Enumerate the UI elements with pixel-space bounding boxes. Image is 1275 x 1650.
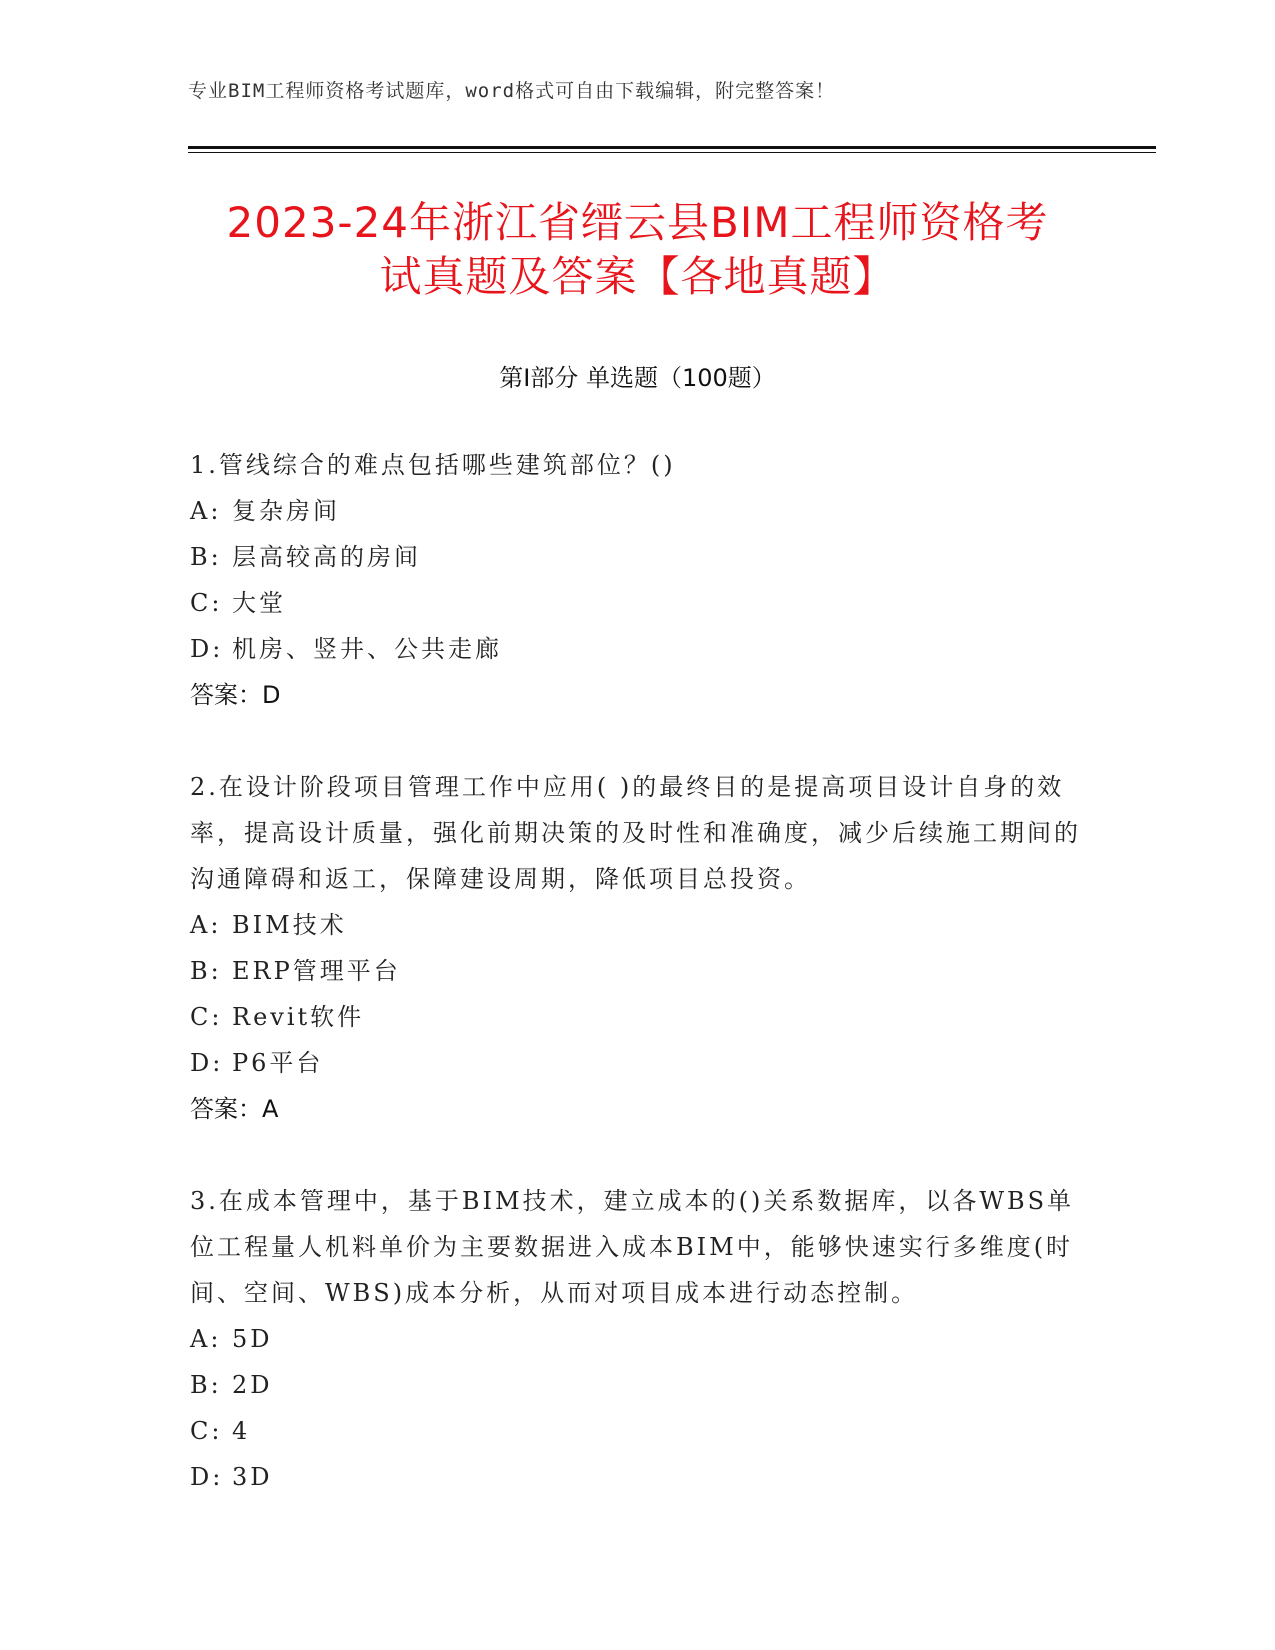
option-d xyxy=(190,1454,1090,1500)
document-title-line-1: 2023-24年浙江省缙云县BIM工程师资格考 xyxy=(226,198,1049,247)
option-a xyxy=(190,1316,1090,1362)
document-title xyxy=(150,196,1125,304)
question-3 xyxy=(190,1178,1090,1500)
option-a xyxy=(190,488,1090,534)
option-c xyxy=(190,994,1090,1040)
question-stem: 2.在设计阶段项目管理工作中应用( )的最终目的是提高项目设计自身的效率，提高设计质量，强化前期决策的及时性和准确度，减少后续施工期间的沟通障碍和返工，保障建设周期，降低项目总投资。 xyxy=(190,773,1081,893)
option-key: C: xyxy=(190,1417,223,1445)
option-a xyxy=(190,902,1090,948)
option-text: Revit软件 xyxy=(232,1003,365,1031)
header-note: 专业BIM工程师资格考试题库，word格式可自由下载编辑，附完整答案！ xyxy=(188,80,836,102)
option-c xyxy=(190,1408,1090,1454)
option-key: B: xyxy=(190,957,222,985)
option-text: 5D xyxy=(232,1325,273,1353)
option-d xyxy=(190,1040,1090,1086)
option-key: C: xyxy=(190,589,223,617)
option-key: D: xyxy=(190,1049,224,1077)
option-key: D: xyxy=(190,1463,224,1491)
header-divider-thin xyxy=(188,152,1156,153)
question-list xyxy=(190,442,1090,1546)
option-c xyxy=(190,580,1090,626)
option-text: 2D xyxy=(232,1371,273,1399)
option-key: C: xyxy=(190,1003,223,1031)
option-b xyxy=(190,948,1090,994)
option-b xyxy=(190,1362,1090,1408)
option-key: D: xyxy=(190,635,224,663)
document-title-line-2: 试真题及答案【各地真题】 xyxy=(379,252,896,301)
option-text: 层高较高的房间 xyxy=(232,543,421,571)
option-key: A: xyxy=(190,497,222,525)
section-heading: 第Ⅰ部分 单选题（100题） xyxy=(499,364,776,392)
option-text: 4 xyxy=(232,1417,251,1445)
option-key: A: xyxy=(190,1325,222,1353)
answer-line: 答案：D xyxy=(190,681,281,709)
question-stem: 1.管线综合的难点包括哪些建筑部位？() xyxy=(190,451,676,479)
option-text: BIM技术 xyxy=(232,911,347,939)
option-text: 3D xyxy=(232,1463,273,1491)
option-text: 机房、竖井、公共走廊 xyxy=(232,635,502,663)
option-text: P6平台 xyxy=(232,1049,324,1077)
option-b xyxy=(190,534,1090,580)
option-key: A: xyxy=(190,911,222,939)
option-text: ERP管理平台 xyxy=(232,957,401,985)
question-stem: 3.在成本管理中，基于BIM技术，建立成本的()关系数据库，以各WBS单位工程量人机料单价为主要数据进入成本BIM中，能够快速实行多维度(时间、空间、WBS)成本分析，从而对项目成本进行动态控制。 xyxy=(190,1187,1075,1307)
answer-line: 答案：A xyxy=(190,1095,279,1123)
header-divider-thick xyxy=(188,146,1156,149)
option-d xyxy=(190,626,1090,672)
option-key: B: xyxy=(190,1371,222,1399)
option-text: 大堂 xyxy=(232,589,286,617)
question-2 xyxy=(190,764,1090,1132)
question-1 xyxy=(190,442,1090,718)
option-key: B: xyxy=(190,543,222,571)
option-text: 复杂房间 xyxy=(232,497,340,525)
